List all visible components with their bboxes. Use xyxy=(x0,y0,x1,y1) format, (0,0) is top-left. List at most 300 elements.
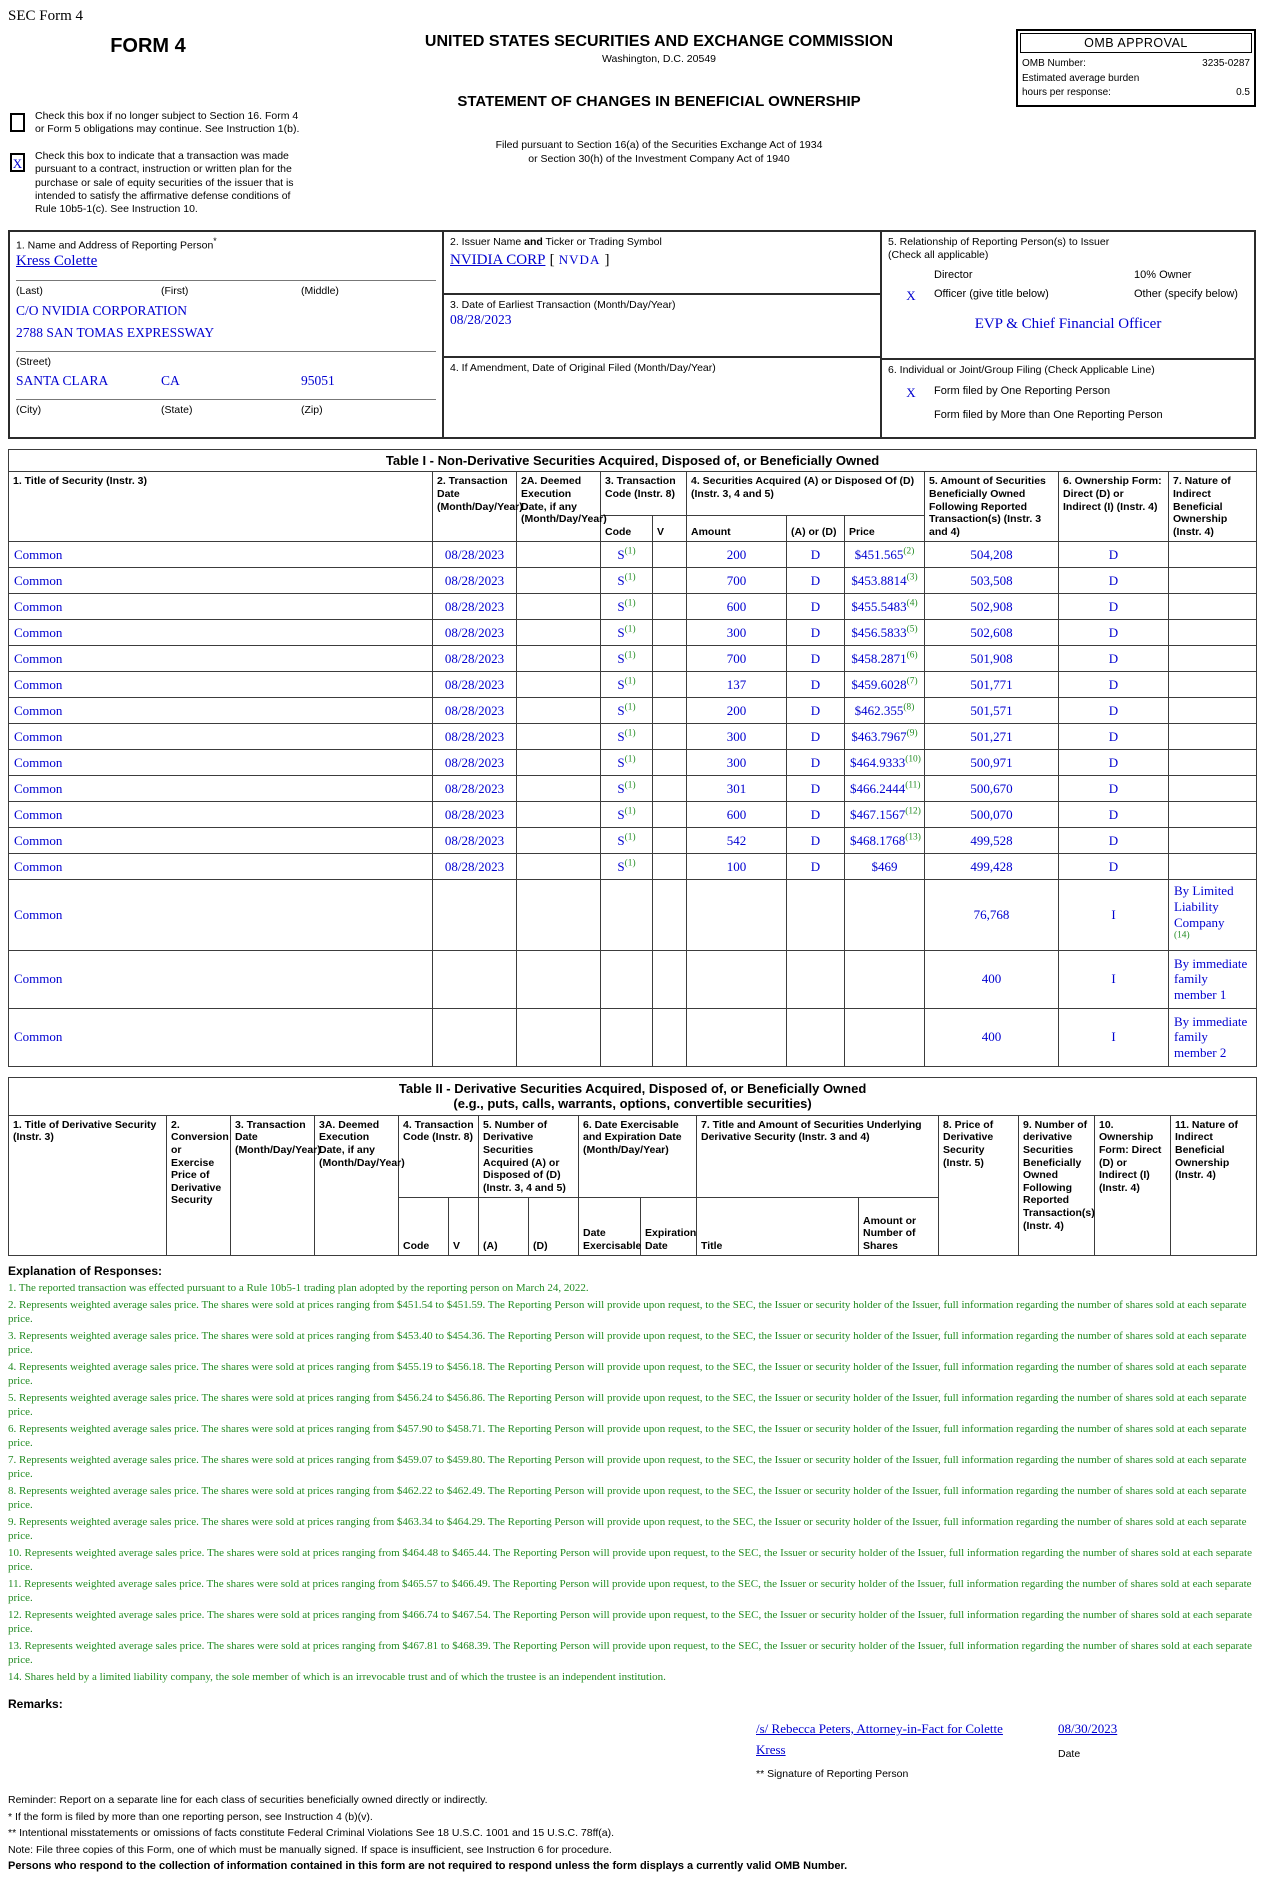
city-value: SANTA CLARA xyxy=(16,372,109,388)
security-title-cell: Common xyxy=(9,802,433,828)
rule-10b5-1-checkbox-row xyxy=(10,150,305,216)
ten-percent-owner-label: 10% Owner xyxy=(1134,269,1192,282)
table1-col-deemed-execution-date: 2A. Deemed Execution Date, if any (Month/Day/Year) xyxy=(517,472,601,542)
amendment-cell: 4. If Amendment, Date of Original Filed (Month/Day/Year) xyxy=(450,361,716,374)
table-row xyxy=(9,1008,1257,1066)
signature-area xyxy=(756,1719,1256,1781)
price-cell: $464.9333$^{(10)}$ xyxy=(845,750,925,776)
security-title-cell: Common xyxy=(9,1008,433,1066)
transaction-date-cell: 08/28/2023 xyxy=(433,542,517,568)
name-labels: (Last) (First) (Middle) xyxy=(16,284,339,297)
deemed-execution-cell xyxy=(517,672,601,698)
ownership-form-cell: D xyxy=(1059,724,1169,750)
explanation-note: 7. Represents weighted average sales price. The shares were sold at prices ranging from $459.07 to $459.80. The Reporting Person will provide upon request, to the SEC, the Issuer or security holder of the Issuer, full information regarding the number of shares sold at each separate price. xyxy=(8,1454,1247,1480)
security-title-cell: Common xyxy=(9,568,433,594)
table-row xyxy=(9,854,1257,880)
transaction-code-cell: S$^{(1)}$ xyxy=(601,802,653,828)
price-cell: $463.7967$^{(9)}$ xyxy=(845,724,925,750)
rule-10b5-1-checkbox[interactable]: X xyxy=(10,153,25,172)
address-line-2: 2788 SAN TOMAS EXPRESSWAY xyxy=(16,324,215,340)
omb-title: OMB APPROVAL xyxy=(1020,33,1252,53)
explanation-note: 10. Represents weighted average sales price. The shares were sold at prices ranging from $464.48 to $465.44. The Reporting Person will provide upon request, to the SEC, the Issuer or security holder of the Issuer, full information regarding the number of shares sold at each separate price. xyxy=(8,1547,1252,1573)
transaction-date-cell: 08/28/2023 xyxy=(433,854,517,880)
city-state-zip-labels: (City) (State) (Zip) xyxy=(16,403,323,416)
filed-pursuant-text: Filed pursuant to Section 16(a) of the Securities Exchange Act of 1934 or Section 30(h) of the Investment Company Act of 1940 xyxy=(495,139,823,166)
v-cell xyxy=(653,542,687,568)
nature-cell: By Limited Liability Company$^{(14)}$ xyxy=(1169,880,1257,950)
transaction-date-cell: 08/28/2023 xyxy=(433,776,517,802)
nature-cell xyxy=(1169,568,1257,594)
transaction-code-cell: S$^{(1)}$ xyxy=(601,594,653,620)
table2-col-conversion-price: 2. Conversion or Exercise Price of Derivative Security xyxy=(167,1115,231,1256)
explanation-note: 12. Represents weighted average sales price. The shares were sold at prices ranging from $466.74 to $467.54. The Reporting Person will provide upon request, to the SEC, the Issuer or security holder of the Issuer, full information regarding the number of shares sold at each separate price. xyxy=(8,1609,1252,1635)
table-row xyxy=(9,802,1257,828)
transaction-date-cell: 08/28/2023 xyxy=(433,698,517,724)
omb-number-value: 3235-0287 xyxy=(1202,58,1250,69)
nature-cell xyxy=(1169,828,1257,854)
rule-10b5-1-checkbox-label: Check this box to indicate that a transaction was made pursuant to a contract, instruction or written plan for the purchase or sale of equity securities of the issuer that is intended to satisfy the affirmative defense conditions of Rule 10b5-1(c). See Instruction 10. xyxy=(35,150,294,215)
date-label: Date xyxy=(1058,1747,1081,1760)
table1-col-securities-acquired-disposed: 4. Securities Acquired (A) or Disposed Of (D) (Instr. 3, 4 and 5) xyxy=(687,472,925,515)
security-title-cell: Common xyxy=(9,776,433,802)
table2-col-deemed-execution-date: 3A. Deemed Execution Date, if any (Month/Day/Year) xyxy=(315,1115,399,1256)
explanation-note: 2. Represents weighted average sales price. The shares were sold at prices ranging from $451.54 to $451.59. The Reporting Person will provide upon request, to the SEC, the Issuer or security holder of the Issuer, full information regarding the number of shares sold at each separate price. xyxy=(8,1299,1247,1325)
ownership-form-cell: I xyxy=(1059,880,1169,950)
table1-col-nature-indirect: 7. Nature of Indirect Beneficial Ownership (Instr. 4) xyxy=(1169,472,1257,542)
v-cell xyxy=(653,698,687,724)
owned-cell: 501,908 xyxy=(925,646,1059,672)
a-or-d-cell xyxy=(787,1008,845,1066)
omb-burden-value: 0.5 xyxy=(1236,87,1250,98)
price-cell: $468.1768$^{(13)}$ xyxy=(845,828,925,854)
form-header xyxy=(8,29,1256,216)
divider xyxy=(16,351,436,352)
security-title-cell: Common xyxy=(9,594,433,620)
transaction-date-cell: 08/28/2023 xyxy=(433,568,517,594)
a-or-d-cell: D xyxy=(787,568,845,594)
table1-col-amount-owned: 5. Amount of Securities Beneficially Owned Following Reported Transaction(s) (Instr. 3 and 4) xyxy=(925,472,1059,542)
explanation-note: 13. Represents weighted average sales price. The shares were sold at prices ranging from $467.81 to $468.39. The Reporting Person will provide upon request, to the SEC, the Issuer or security holder of the Issuer, full information regarding the number of shares sold at each separate price. xyxy=(8,1640,1252,1666)
transaction-code-cell: S$^{(1)}$ xyxy=(601,672,653,698)
table1-subcol-v: V xyxy=(653,515,687,541)
signature-label: ** Signature of Reporting Person xyxy=(756,1768,909,1781)
table-row xyxy=(9,828,1257,854)
table1-subcol-a-or-d: (A) or (D) xyxy=(787,515,845,541)
v-cell xyxy=(653,1008,687,1066)
table1-col-ownership-form: 6. Ownership Form: Direct (D) or Indirect (I) (Instr. 4) xyxy=(1059,472,1169,542)
amount-cell: 300 xyxy=(687,620,787,646)
issuer-cell: 2. Issuer Name and Ticker or Trading Symbol NVIDIA CORP [ NVDA ] xyxy=(444,232,880,295)
amount-cell: 137 xyxy=(687,672,787,698)
a-or-d-cell: D xyxy=(787,854,845,880)
table2-col-nature-indirect: 11. Nature of Indirect Beneficial Ownership (Instr. 4) xyxy=(1171,1115,1257,1256)
officer-title-value: EVP & Chief Financial Officer xyxy=(974,316,1162,333)
table1-subcol-price: Price xyxy=(845,515,925,541)
table2-col-title-amount-underlying: 7. Title and Amount of Securities Underlying Derivative Security (Instr. 3 and 4) xyxy=(697,1115,939,1198)
transaction-code-cell: S$^{(1)}$ xyxy=(601,750,653,776)
amount-cell: 700 xyxy=(687,646,787,672)
owned-cell: 501,771 xyxy=(925,672,1059,698)
security-title-cell: Common xyxy=(9,724,433,750)
ownership-form-cell: D xyxy=(1059,568,1169,594)
owned-cell: 502,908 xyxy=(925,594,1059,620)
ownership-form-cell: D xyxy=(1059,594,1169,620)
ownership-form-cell: D xyxy=(1059,620,1169,646)
footer-line: Note: File three copies of this Form, one of which must be manually signed. If space is insufficient, see Instruction 6 for procedure. xyxy=(8,1843,612,1856)
table2-subcol-date-exercisable: Date Exercisable xyxy=(579,1198,641,1256)
table-row xyxy=(9,880,1257,950)
explanation-note: 5. Represents weighted average sales price. The shares were sold at prices ranging from $456.24 to $456.86. The Reporting Person will provide upon request, to the SEC, the Issuer or security holder of the Issuer, full information regarding the number of shares sold at each separate price. xyxy=(8,1392,1247,1418)
owned-cell: 400 xyxy=(925,1008,1059,1066)
earliest-transaction-date: 08/28/2023 xyxy=(450,312,512,327)
table-row xyxy=(9,672,1257,698)
amount-cell xyxy=(687,880,787,950)
v-cell xyxy=(653,950,687,1008)
table2-subcol-expiration-date: Expiration Date xyxy=(641,1198,697,1256)
officer-label: Officer (give title below) xyxy=(934,288,1049,301)
ownership-form-cell: D xyxy=(1059,776,1169,802)
security-title-cell: Common xyxy=(9,698,433,724)
a-or-d-cell: D xyxy=(787,802,845,828)
v-cell xyxy=(653,880,687,950)
explanation-note: 1. The reported transaction was effected pursuant to a Rule 10b5-1 trading plan adopted by the reporting person on March 24, 2022. xyxy=(8,1281,589,1294)
sec-form-label: SEC Form 4 xyxy=(8,8,84,24)
price-cell xyxy=(845,880,925,950)
one-person-label: Form filed by One Reporting Person xyxy=(934,385,1111,397)
a-or-d-cell: D xyxy=(787,646,845,672)
director-checkbox[interactable] xyxy=(888,269,934,281)
transaction-code-cell: S$^{(1)}$ xyxy=(601,776,653,802)
ownership-form-cell: D xyxy=(1059,750,1169,776)
table1-subcol-code: Code xyxy=(601,515,653,541)
table-row xyxy=(9,646,1257,672)
one-person-checkbox[interactable]: X xyxy=(906,385,916,400)
table1-col-transaction-date: 2. Transaction Date (Month/Day/Year) xyxy=(433,472,517,542)
owned-cell: 503,508 xyxy=(925,568,1059,594)
deemed-execution-cell xyxy=(517,620,601,646)
ownership-form-cell: D xyxy=(1059,828,1169,854)
deemed-execution-cell xyxy=(517,568,601,594)
a-or-d-cell: D xyxy=(787,724,845,750)
amount-cell: 200 xyxy=(687,698,787,724)
amount-cell: 100 xyxy=(687,854,787,880)
section16-checkbox-label: Check this box if no longer subject to Section 16. Form 4 or Form 5 obligations may continue. See Instruction 1(b). xyxy=(35,110,300,136)
state-value: CA xyxy=(161,372,180,388)
footer-line: ** Intentional misstatements or omissions of facts constitute Federal Criminal Violations See 18 U.S.C. 1001 and 15 U.S.C. 78ff(a). xyxy=(8,1827,614,1840)
v-cell xyxy=(653,802,687,828)
street-label: (Street) xyxy=(16,355,52,368)
deemed-execution-cell xyxy=(517,854,601,880)
owned-cell: 500,670 xyxy=(925,776,1059,802)
owned-cell: 504,208 xyxy=(925,542,1059,568)
issuer-link[interactable]: NVIDIA CORP xyxy=(450,252,546,268)
table2-col-number-owned: 9. Number of derivative Securities Beneficially Owned Following Reported Transaction(s) (Instr. 4) xyxy=(1019,1115,1095,1256)
v-cell xyxy=(653,594,687,620)
deemed-execution-cell xyxy=(517,950,601,1008)
amount-cell: 600 xyxy=(687,802,787,828)
ownership-form-cell: D xyxy=(1059,802,1169,828)
price-cell xyxy=(845,950,925,1008)
officer-checkbox[interactable]: X xyxy=(906,288,916,304)
a-or-d-cell: D xyxy=(787,750,845,776)
amount-cell xyxy=(687,1008,787,1066)
nature-cell xyxy=(1169,620,1257,646)
owned-cell: 499,528 xyxy=(925,828,1059,854)
nature-cell xyxy=(1169,802,1257,828)
owned-cell: 501,571 xyxy=(925,698,1059,724)
other-label: Other (specify below) xyxy=(1134,288,1238,301)
table2-col-title-derivative: 1. Title of Derivative Security (Instr. 3) xyxy=(9,1115,167,1256)
table-row xyxy=(9,542,1257,568)
table-row xyxy=(9,776,1257,802)
nature-cell xyxy=(1169,724,1257,750)
v-cell xyxy=(653,568,687,594)
table1-non-derivative xyxy=(8,449,1257,1067)
table2-col-transaction-code: 4. Transaction Code (Instr. 8) xyxy=(399,1115,479,1198)
table-row xyxy=(9,750,1257,776)
v-cell xyxy=(653,724,687,750)
transaction-code-cell xyxy=(601,880,653,950)
explanation-note: 4. Represents weighted average sales price. The shares were sold at prices ranging from $455.19 to $456.18. The Reporting Person will provide upon request, to the SEC, the Issuer or security holder of the Issuer, full information regarding the number of shares sold at each separate price. xyxy=(8,1361,1247,1387)
deemed-execution-cell xyxy=(517,1008,601,1066)
price-cell: $458.2871$^{(6)}$ xyxy=(845,646,925,672)
nature-cell xyxy=(1169,854,1257,880)
section16-checkbox[interactable] xyxy=(10,113,25,132)
more-persons-checkbox[interactable] xyxy=(888,409,934,421)
transaction-date-cell xyxy=(433,950,517,1008)
owned-cell: 76,768 xyxy=(925,880,1059,950)
transaction-date-cell: 08/28/2023 xyxy=(433,594,517,620)
transaction-code-cell xyxy=(601,950,653,1008)
owned-cell: 400 xyxy=(925,950,1059,1008)
omb-burden-label: Estimated average burden xyxy=(1022,72,1140,84)
ownership-form-cell: I xyxy=(1059,950,1169,1008)
a-or-d-cell: D xyxy=(787,542,845,568)
agency-title: UNITED STATES SECURITIES AND EXCHANGE COMMISSION xyxy=(424,33,894,50)
a-or-d-cell: D xyxy=(787,698,845,724)
table-row xyxy=(9,950,1257,1008)
signature-link[interactable]: /s/ Rebecca Peters, Attorney-in-Fact for Colette Kress xyxy=(756,1720,1003,1757)
table2-col-price-derivative: 8. Price of Derivative Security (Instr. 5) xyxy=(939,1115,1019,1256)
table2-col-ownership-form: 10. Ownership Form: Direct (D) or Indirect (I) (Instr. 4) xyxy=(1095,1115,1171,1256)
transaction-code-cell: S$^{(1)}$ xyxy=(601,828,653,854)
price-cell: $451.565$^{(2)}$ xyxy=(845,542,925,568)
amount-cell xyxy=(687,950,787,1008)
table-row xyxy=(9,620,1257,646)
explanation-note: 3. Represents weighted average sales price. The shares were sold at prices ranging from $453.40 to $454.36. The Reporting Person will provide upon request, to the SEC, the Issuer or security holder of the Issuer, full information regarding the number of shares sold at each separate price. xyxy=(8,1330,1247,1356)
divider xyxy=(16,280,436,281)
owned-cell: 502,608 xyxy=(925,620,1059,646)
table2-subcol-d: (D) xyxy=(529,1198,579,1256)
security-title-cell: Common xyxy=(9,854,433,880)
transaction-date-cell xyxy=(433,1008,517,1066)
transaction-date-cell: 08/28/2023 xyxy=(433,828,517,854)
ticker-symbol: NVDA xyxy=(558,252,601,267)
transaction-date-cell: 08/28/2023 xyxy=(433,750,517,776)
explanation-note: 14. Shares held by a limited liability company, the sole member of which is an irrevocable trust and of which the trustee is an independent institution. xyxy=(8,1671,666,1684)
transaction-code-cell: S$^{(1)}$ xyxy=(601,542,653,568)
deemed-execution-cell xyxy=(517,802,601,828)
table1-subcol-amount: Amount xyxy=(687,515,787,541)
price-cell xyxy=(845,1008,925,1066)
explanation-heading: Explanation of Responses: xyxy=(8,1264,163,1279)
amount-cell: 700 xyxy=(687,568,787,594)
amount-cell: 200 xyxy=(687,542,787,568)
table-row xyxy=(9,698,1257,724)
security-title-cell: Common xyxy=(9,620,433,646)
v-cell xyxy=(653,646,687,672)
a-or-d-cell: D xyxy=(787,828,845,854)
reporting-person-cell: 1. Name and Address of Reporting Person* Kress Colette (Last) (First) (Middle) C/O NVIDIA CORPORATION 2788 SAN TOMAS EXPRESSWAY (Street) SANTA CLARA CA 95051 (City) (State) (Zip) xyxy=(10,232,442,420)
transaction-code-cell xyxy=(601,1008,653,1066)
security-title-cell: Common xyxy=(9,880,433,950)
deemed-execution-cell xyxy=(517,776,601,802)
deemed-execution-cell xyxy=(517,594,601,620)
nature-cell xyxy=(1169,776,1257,802)
reporting-info-grid xyxy=(8,230,1256,439)
price-cell: $469 xyxy=(845,854,925,880)
agency-location: Washington, D.C. 20549 xyxy=(601,53,716,65)
table2-subcol-title: Title xyxy=(697,1198,859,1256)
security-title-cell: Common xyxy=(9,828,433,854)
amount-cell: 301 xyxy=(687,776,787,802)
nature-cell xyxy=(1169,672,1257,698)
footer-line: * If the form is filed by more than one reporting person, see Instruction 4 (b)(v). xyxy=(8,1810,373,1823)
nature-cell xyxy=(1169,594,1257,620)
table-row xyxy=(9,594,1257,620)
nature-cell xyxy=(1169,542,1257,568)
table2-title: Table II - Derivative Securities Acquired, Disposed of, or Beneficially Owned (e.g., puts, calls, warrants, options, convertible securities) xyxy=(9,1077,1257,1115)
transaction-code-cell: S$^{(1)}$ xyxy=(601,698,653,724)
transaction-date-cell: 08/28/2023 xyxy=(433,620,517,646)
a-or-d-cell: D xyxy=(787,620,845,646)
remarks-heading: Remarks: xyxy=(8,1696,63,1711)
amount-cell: 542 xyxy=(687,828,787,854)
owned-cell: 500,070 xyxy=(925,802,1059,828)
table2-col-transaction-date: 3. Transaction Date (Month/Day/Year) xyxy=(231,1115,315,1256)
owned-cell: 500,971 xyxy=(925,750,1059,776)
transaction-date-cell: 08/28/2023 xyxy=(433,724,517,750)
section16-checkbox-row xyxy=(10,110,305,136)
city-state-zip xyxy=(16,373,436,389)
price-cell: $467.1567$^{(12)}$ xyxy=(845,802,925,828)
address-line-1: C/O NVIDIA CORPORATION xyxy=(16,302,188,318)
explanation-note: 8. Represents weighted average sales price. The shares were sold at prices ranging from $462.22 to $462.49. The Reporting Person will provide upon request, to the SEC, the Issuer or security holder of the Issuer, full information regarding the number of shares sold at each separate price. xyxy=(8,1485,1247,1511)
footer-line: Persons who respond to the collection of information contained in this form are not required to respond unless the form displays a currently valid OMB Number. xyxy=(8,1860,848,1873)
v-cell xyxy=(653,672,687,698)
table2-col-number-derivative: 5. Number of Derivative Securities Acquired (A) or Disposed of (D) (Instr. 3, 4 and 5) xyxy=(479,1115,579,1198)
nature-cell xyxy=(1169,750,1257,776)
director-label: Director xyxy=(934,269,973,282)
deemed-execution-cell xyxy=(517,698,601,724)
table1-col-transaction-code: 3. Transaction Code (Instr. 8) xyxy=(601,472,687,515)
a-or-d-cell: D xyxy=(787,776,845,802)
signature-date-link[interactable]: 08/30/2023 xyxy=(1058,1720,1118,1736)
deemed-execution-cell xyxy=(517,828,601,854)
ownership-form-cell: D xyxy=(1059,646,1169,672)
deemed-execution-cell xyxy=(517,724,601,750)
omb-number-label: OMB Number: xyxy=(1022,58,1086,69)
amount-cell: 300 xyxy=(687,724,787,750)
a-or-d-cell xyxy=(787,880,845,950)
deemed-execution-cell xyxy=(517,750,601,776)
ownership-form-cell: I xyxy=(1059,1008,1169,1066)
security-title-cell: Common xyxy=(9,542,433,568)
price-cell: $456.5833$^{(5)}$ xyxy=(845,620,925,646)
deemed-execution-cell xyxy=(517,646,601,672)
table1-col-title-of-security: 1. Title of Security (Instr. 3) xyxy=(9,472,433,542)
zip-value: 95051 xyxy=(301,372,335,388)
price-cell: $453.8814$^{(3)}$ xyxy=(845,568,925,594)
transaction-code-cell: S$^{(1)}$ xyxy=(601,854,653,880)
earliest-transaction-cell: 3. Date of Earliest Transaction (Month/Day/Year) 08/28/2023 xyxy=(444,295,880,358)
reporting-person-link[interactable]: Kress Colette xyxy=(16,252,98,269)
a-or-d-cell xyxy=(787,950,845,1008)
a-or-d-cell: D xyxy=(787,594,845,620)
price-cell: $459.6028$^{(7)}$ xyxy=(845,672,925,698)
price-cell: $455.5483$^{(4)}$ xyxy=(845,594,925,620)
ownership-form-cell: D xyxy=(1059,542,1169,568)
deemed-execution-cell xyxy=(517,542,601,568)
explanation-notes xyxy=(8,1282,1256,1685)
transaction-date-cell: 08/28/2023 xyxy=(433,672,517,698)
transaction-code-cell: S$^{(1)}$ xyxy=(601,620,653,646)
v-cell xyxy=(653,828,687,854)
transaction-code-cell: S$^{(1)}$ xyxy=(601,568,653,594)
security-title-cell: Common xyxy=(9,646,433,672)
table2-subcol-v: V xyxy=(449,1198,479,1256)
nature-cell: By immediate family member 1 xyxy=(1169,950,1257,1008)
table1-title: Table I - Non-Derivative Securities Acquired, Disposed of, or Beneficially Owned xyxy=(9,449,1257,472)
form-title: FORM 4 xyxy=(110,35,186,57)
v-cell xyxy=(653,854,687,880)
divider xyxy=(16,399,436,400)
nature-cell: By immediate family member 2 xyxy=(1169,1008,1257,1066)
relationship-cell: 5. Relationship of Reporting Person(s) to Issuer (Check all applicable) Director 10% Owner X Officer (give title below) Other (specify below) EVP & Chief Financial Officer xyxy=(882,232,1254,360)
table2-subcol-code: Code xyxy=(399,1198,449,1256)
ownership-form-cell: D xyxy=(1059,854,1169,880)
transaction-date-cell: 08/28/2023 xyxy=(433,802,517,828)
v-cell xyxy=(653,776,687,802)
nature-cell xyxy=(1169,698,1257,724)
transaction-date-cell xyxy=(433,880,517,950)
security-title-cell: Common xyxy=(9,672,433,698)
explanation-note: 6. Represents weighted average sales price. The shares were sold at prices ranging from $457.90 to $458.71. The Reporting Person will provide upon request, to the SEC, the Issuer or security holder of the Issuer, full information regarding the number of shares sold at each separate price. xyxy=(8,1423,1247,1449)
filing-type-cell: 6. Individual or Joint/Group Filing (Check Applicable Line) X Form filed by One Reporting Person Form filed by More than One Reporting Person xyxy=(888,363,1163,421)
ownership-form-cell: D xyxy=(1059,672,1169,698)
amount-cell: 600 xyxy=(687,594,787,620)
ownership-form-cell: D xyxy=(1059,698,1169,724)
price-cell: $462.355$^{(8)}$ xyxy=(845,698,925,724)
table-row xyxy=(9,724,1257,750)
omb-burden-label2: hours per response: xyxy=(1022,87,1111,98)
a-or-d-cell: D xyxy=(787,672,845,698)
explanation-note: 11. Represents weighted average sales price. The shares were sold at prices ranging from $465.57 to $466.49. The Reporting Person will provide upon request, to the SEC, the Issuer or security holder of the Issuer, full information regarding the number of shares sold at each separate price. xyxy=(8,1578,1252,1604)
footer-line: Reminder: Report on a separate line for each class of securities beneficially owned directly or indirectly. xyxy=(8,1794,488,1807)
deemed-execution-cell xyxy=(517,880,601,950)
v-cell xyxy=(653,750,687,776)
amount-cell: 300 xyxy=(687,750,787,776)
table-row xyxy=(9,568,1257,594)
omb-approval-box xyxy=(1016,29,1256,107)
table2-col-date-exercisable-expiration: 6. Date Exercisable and Expiration Date (Month/Day/Year) xyxy=(579,1115,697,1198)
transaction-date-cell: 08/28/2023 xyxy=(433,646,517,672)
owned-cell: 499,428 xyxy=(925,854,1059,880)
more-persons-label: Form filed by More than One Reporting Person xyxy=(934,409,1163,421)
statement-title: STATEMENT OF CHANGES IN BENEFICIAL OWNERSHIP xyxy=(457,93,861,110)
table2-derivative xyxy=(8,1077,1257,1257)
table2-subcol-a: (A) xyxy=(479,1198,529,1256)
